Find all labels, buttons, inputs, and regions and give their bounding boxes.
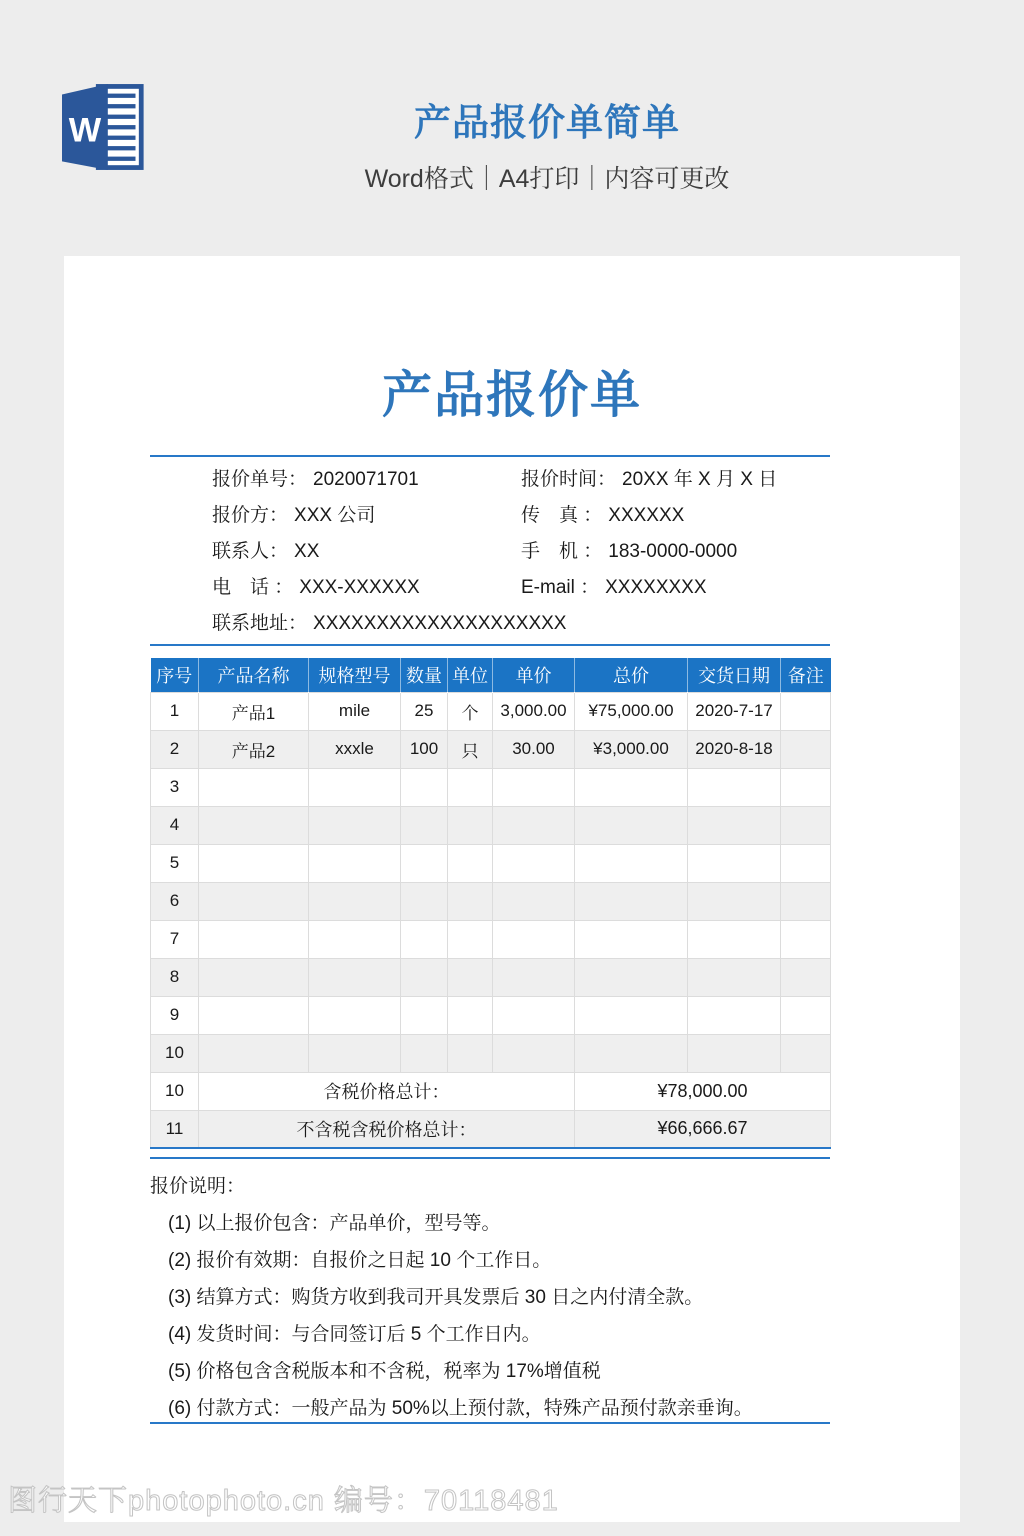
table-cell [688,958,781,996]
svg-text:W: W [68,111,102,150]
table-cell: 个 [448,692,493,730]
banner [0,0,1024,256]
divider-under-info [150,644,830,646]
table-cell: 6 [151,882,199,920]
table-row [151,844,831,882]
notes-list [150,1205,830,1427]
table-cell [401,806,448,844]
table-cell [199,1034,309,1072]
table-cell [448,806,493,844]
table-cell [401,882,448,920]
summary-index: 11 [151,1110,199,1148]
table-row [151,768,831,806]
info-value: XXXXXXXX [605,577,707,598]
table-cell [493,882,575,920]
info-label: 联系地址： [212,613,308,634]
info-value: XXXXXX [608,505,685,526]
table-cell [493,844,575,882]
banner-title: 产品报价单简单 [414,102,680,143]
table-cell [493,1034,575,1072]
note-item: (2) 报价有效期：自报价之日起 10 个工作日。 [168,1250,552,1271]
table-row [151,958,831,996]
table-cell [199,768,309,806]
table-cell [401,920,448,958]
table-row [151,730,831,768]
table-cell: ¥3,000.00 [575,730,688,768]
table-cell: 10 [151,1034,199,1072]
table-cell [781,730,831,768]
summary-index: 10 [151,1072,199,1110]
table-cell [493,920,575,958]
table-cell [401,996,448,1034]
table-cell [781,692,831,730]
table-cell: 只 [448,730,493,768]
table-cell [575,768,688,806]
info-value: XXXXXXXXXXXXXXXXXXXX [313,613,567,634]
quote-table [150,658,831,1149]
summary-value: ¥66,666.67 [575,1110,831,1148]
table-row [151,920,831,958]
col-header-total: 总价 [575,658,688,692]
col-header-unit: 单位 [448,658,493,692]
table-cell [309,996,401,1034]
table-cell: 8 [151,958,199,996]
note-item: (6) 付款方式：一般产品为 50%以上预付款，特殊产品预付款亲垂询。 [168,1398,753,1419]
table-cell [575,958,688,996]
table-cell [309,920,401,958]
banner-text [0,0,1024,195]
document-page [64,256,960,1522]
info-row [459,498,830,534]
table-cell [401,844,448,882]
note-item: (3) 结算方式：购货方收到我司开具发票后 30 日之内付清全款。 [168,1287,704,1308]
table-cell [448,882,493,920]
table-cell [781,958,831,996]
table-cell [781,996,831,1034]
table-cell: mile [309,692,401,730]
table-cell [199,996,309,1034]
notes-heading: 报价说明： [150,1176,246,1197]
table-cell [493,806,575,844]
table-cell [199,882,309,920]
info-label: 电 话 ： [212,577,294,598]
table-cell: 100 [401,730,448,768]
table-cell [781,768,831,806]
table-cell [688,1034,781,1072]
table-cell [199,920,309,958]
table-cell [575,996,688,1034]
table-cell [309,882,401,920]
table-cell [575,920,688,958]
table-cell [493,768,575,806]
info-label: 报价时间： [521,469,617,490]
table-cell: 2020-7-17 [688,692,781,730]
info-value: XXX 公司 [294,505,376,526]
info-grid [150,462,830,642]
note-item: (5) 价格包含含税版本和不含税，税率为 17%增值税 [168,1361,601,1382]
table-cell: xxxle [309,730,401,768]
table-cell [688,844,781,882]
table-cell [493,958,575,996]
table-cell [309,958,401,996]
table-cell [575,882,688,920]
table-cell [781,844,831,882]
table-row [151,1034,831,1072]
info-value: 20XX 年 X 月 X 日 [622,469,778,490]
col-header-product: 产品名称 [199,658,309,692]
divider-bottom [150,1422,830,1424]
info-row [150,498,459,534]
info-label: 联系人： [212,541,289,562]
info-row [459,534,830,570]
watermark-text: 图行天下photophoto.cn 编号：70118481 [8,1485,559,1517]
note-item: (4) 发货时间：与合同签订后 5 个工作日内。 [168,1324,541,1345]
table-cell: 2 [151,730,199,768]
table-cell [688,882,781,920]
table-row [151,806,831,844]
table-cell [448,958,493,996]
table-cell [575,844,688,882]
table-cell [199,806,309,844]
table-cell: 9 [151,996,199,1034]
table-cell [575,1034,688,1072]
info-value: XX [294,541,320,562]
info-value: 2020071701 [313,469,419,490]
table-cell [401,958,448,996]
table-cell: 产品1 [199,692,309,730]
table-cell [448,996,493,1034]
table-cell [448,768,493,806]
table-cell [781,882,831,920]
table-row [151,692,831,730]
quote-table-body [151,692,831,1148]
table-cell [781,806,831,844]
col-header-model: 规格型号 [309,658,401,692]
table-cell [448,920,493,958]
summary-row [151,1110,831,1148]
summary-label: 不含税含税价格总计： [199,1110,575,1148]
table-cell: 2020-8-18 [688,730,781,768]
col-header-index: 序号 [151,658,199,692]
document-title: 产品报价单 [382,367,642,423]
col-header-remark: 备注 [781,658,831,692]
banner-subtitle: Word格式｜A4打印｜内容可更改 [364,165,730,193]
summary-value: ¥78,000.00 [575,1072,831,1110]
note-item: (1) 以上报价包含：产品单价，型号等。 [168,1213,501,1234]
table-header-row [151,658,831,692]
summary-row [151,1072,831,1110]
table-cell [309,806,401,844]
info-label: 手 机 ： [521,541,603,562]
col-header-delivery: 交货日期 [688,658,781,692]
info-row [150,606,830,642]
info-label: 报价单号： [212,469,308,490]
table-cell: 25 [401,692,448,730]
table-cell [688,920,781,958]
info-label: 传 真 ： [521,505,603,526]
table-cell [199,958,309,996]
table-row [151,882,831,920]
table-cell [309,1034,401,1072]
info-value: 183-0000-0000 [608,541,738,562]
info-label: 报价方： [212,505,289,526]
info-value: XXX-XXXXXX [299,577,420,598]
info-label: E-mail ： [521,577,600,598]
table-cell: ¥75,000.00 [575,692,688,730]
table-cell: 7 [151,920,199,958]
table-cell [448,844,493,882]
table-cell: 4 [151,806,199,844]
table-cell [688,768,781,806]
table-cell [781,1034,831,1072]
col-header-qty: 数量 [401,658,448,692]
notes-section [150,1168,830,1427]
table-cell [448,1034,493,1072]
divider-under-table [150,1157,830,1159]
table-cell: 30.00 [493,730,575,768]
info-row [150,462,459,498]
info-row [459,462,830,498]
col-header-price: 单价 [493,658,575,692]
table-cell [401,768,448,806]
table-cell: 3 [151,768,199,806]
table-row [151,996,831,1034]
table-cell: 3,000.00 [493,692,575,730]
info-row [459,570,830,606]
summary-label: 含税价格总计： [199,1072,575,1110]
info-row [150,534,459,570]
table-cell [688,996,781,1034]
table-cell [688,806,781,844]
table-cell [493,996,575,1034]
info-row [150,570,459,606]
table-cell [575,806,688,844]
table-cell [309,768,401,806]
table-cell [401,1034,448,1072]
divider-under-title [150,455,830,457]
table-cell: 产品2 [199,730,309,768]
table-cell [199,844,309,882]
table-cell [781,920,831,958]
table-cell [309,844,401,882]
table-cell: 1 [151,692,199,730]
table-cell: 5 [151,844,199,882]
